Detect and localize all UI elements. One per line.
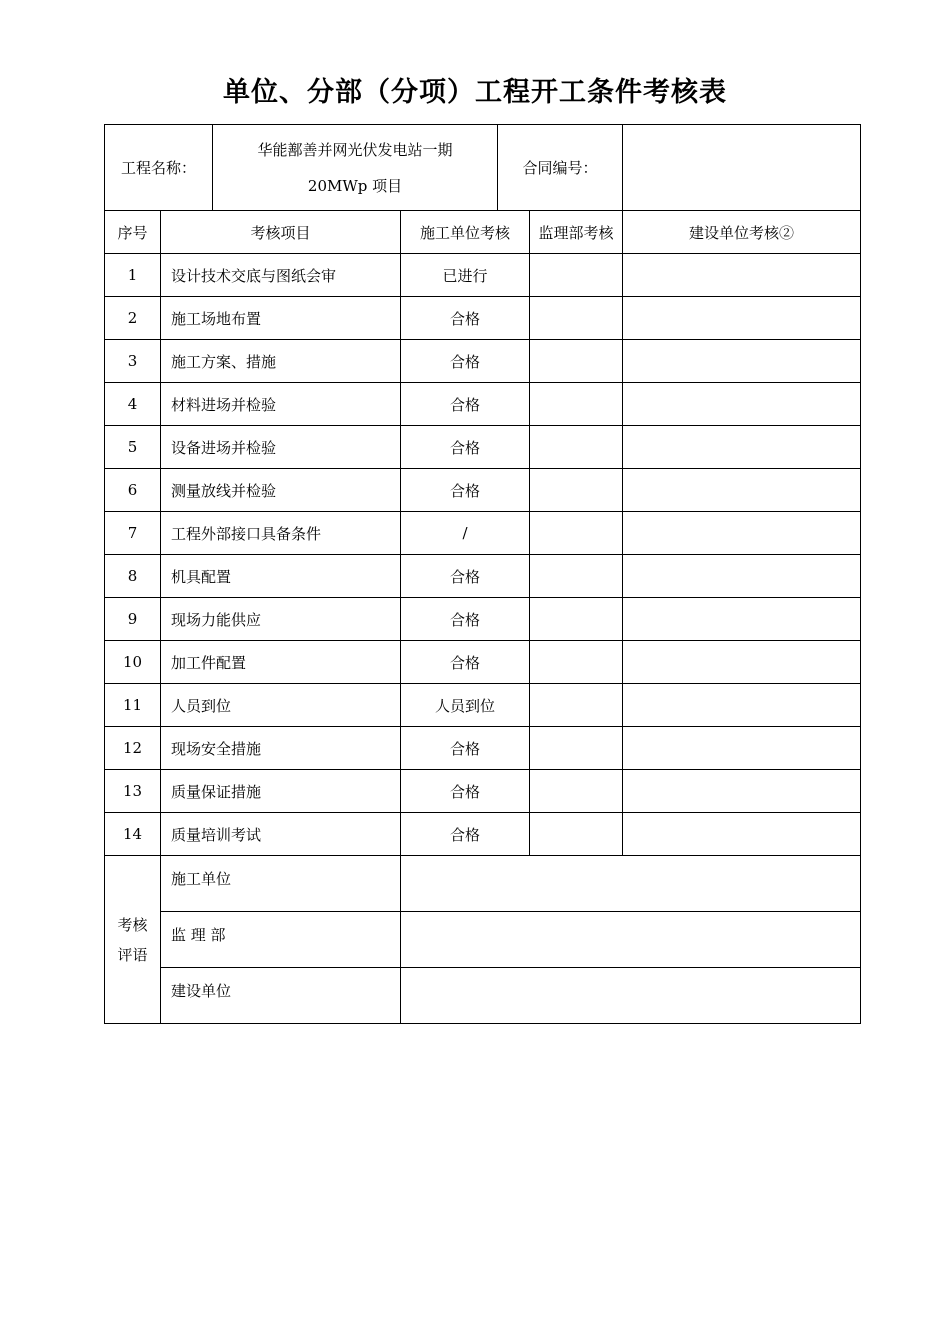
comment-contractor-label: 施工单位 — [161, 856, 401, 912]
row-owner-result[interactable] — [623, 469, 861, 512]
table-row — [105, 770, 861, 813]
row-contractor-result[interactable]: 合格 — [401, 383, 530, 426]
comment-row — [105, 912, 861, 968]
row-number: 1 — [105, 254, 161, 297]
col-header-contractor: 施工单位考核 — [401, 211, 530, 254]
table-row — [105, 254, 861, 297]
row-contractor-result[interactable]: 已进行 — [401, 254, 530, 297]
table-row — [105, 684, 861, 727]
row-number: 13 — [105, 770, 161, 813]
row-owner-result[interactable] — [623, 684, 861, 727]
row-owner-result[interactable] — [623, 598, 861, 641]
row-owner-result[interactable] — [623, 727, 861, 770]
row-contractor-result[interactable]: 合格 — [401, 469, 530, 512]
row-contractor-result[interactable]: 合格 — [401, 426, 530, 469]
table-row — [105, 598, 861, 641]
row-contractor-result[interactable]: / — [401, 512, 530, 555]
contract-no-label: 合同编号： — [498, 125, 623, 211]
row-owner-result[interactable] — [623, 340, 861, 383]
row-number: 10 — [105, 641, 161, 684]
row-owner-result[interactable] — [623, 813, 861, 856]
row-owner-result[interactable] — [623, 426, 861, 469]
row-contractor-result[interactable]: 人员到位 — [401, 684, 530, 727]
column-header-row — [105, 211, 861, 254]
col-header-item: 考核项目 — [161, 211, 401, 254]
table-row — [105, 469, 861, 512]
comment-supervisor-label: 监 理 部 — [161, 912, 401, 968]
row-supervisor-result[interactable] — [530, 469, 623, 512]
header-info-row — [105, 125, 861, 211]
row-supervisor-result[interactable] — [530, 426, 623, 469]
row-supervisor-result[interactable] — [530, 297, 623, 340]
row-number: 5 — [105, 426, 161, 469]
row-contractor-result[interactable]: 合格 — [401, 340, 530, 383]
row-supervisor-result[interactable] — [530, 555, 623, 598]
row-contractor-result[interactable]: 合格 — [401, 297, 530, 340]
row-item: 工程外部接口具备条件 — [161, 512, 401, 555]
row-supervisor-result[interactable] — [530, 770, 623, 813]
table-row — [105, 512, 861, 555]
row-item: 加工件配置 — [161, 641, 401, 684]
table-row — [105, 641, 861, 684]
row-supervisor-result[interactable] — [530, 684, 623, 727]
row-contractor-result[interactable]: 合格 — [401, 641, 530, 684]
project-name-line2: 20MWp 项目 — [307, 176, 403, 195]
row-owner-result[interactable] — [623, 641, 861, 684]
contract-no-value[interactable] — [623, 125, 861, 211]
table-row — [105, 813, 861, 856]
row-contractor-result[interactable]: 合格 — [401, 555, 530, 598]
row-contractor-result[interactable]: 合格 — [401, 813, 530, 856]
row-contractor-result[interactable]: 合格 — [401, 770, 530, 813]
row-number: 14 — [105, 813, 161, 856]
row-supervisor-result[interactable] — [530, 813, 623, 856]
comment-owner-field[interactable] — [401, 968, 861, 1024]
comment-row — [105, 968, 861, 1024]
row-owner-result[interactable] — [623, 254, 861, 297]
row-contractor-result[interactable]: 合格 — [401, 727, 530, 770]
project-name-value[interactable] — [213, 125, 498, 211]
row-item: 测量放线并检验 — [161, 469, 401, 512]
row-number: 4 — [105, 383, 161, 426]
row-item: 施工场地布置 — [161, 297, 401, 340]
row-item: 材料进场并检验 — [161, 383, 401, 426]
page-title: 单位、分部（分项）工程开工条件考核表 — [223, 77, 727, 108]
comment-row — [105, 856, 861, 912]
row-number: 8 — [105, 555, 161, 598]
table-row — [105, 297, 861, 340]
row-owner-result[interactable] — [623, 297, 861, 340]
project-name-line1: 华能鄯善并网光伏发电站一期 — [257, 140, 453, 159]
table-row — [105, 426, 861, 469]
table-row — [105, 340, 861, 383]
row-number: 6 — [105, 469, 161, 512]
row-owner-result[interactable] — [623, 770, 861, 813]
project-name-label: 工程名称： — [105, 125, 213, 211]
row-item: 设备进场并检验 — [161, 426, 401, 469]
row-number: 11 — [105, 684, 161, 727]
row-number: 2 — [105, 297, 161, 340]
row-number: 12 — [105, 727, 161, 770]
table-row — [105, 555, 861, 598]
col-header-seq: 序号 — [105, 211, 161, 254]
assessment-table — [104, 124, 861, 1024]
col-header-supervisor: 监理部考核 — [530, 211, 623, 254]
row-number: 9 — [105, 598, 161, 641]
row-owner-result[interactable] — [623, 512, 861, 555]
comments-label-line2: 评语 — [117, 945, 148, 964]
comment-owner-label: 建设单位 — [161, 968, 401, 1024]
row-item: 质量培训考试 — [161, 813, 401, 856]
row-item: 现场安全措施 — [161, 727, 401, 770]
comments-label — [105, 856, 161, 1024]
row-supervisor-result[interactable] — [530, 727, 623, 770]
row-item: 设计技术交底与图纸会审 — [161, 254, 401, 297]
row-item: 人员到位 — [161, 684, 401, 727]
row-supervisor-result[interactable] — [530, 383, 623, 426]
row-supervisor-result[interactable] — [530, 598, 623, 641]
row-supervisor-result[interactable] — [530, 340, 623, 383]
row-item: 现场力能供应 — [161, 598, 401, 641]
row-item: 施工方案、措施 — [161, 340, 401, 383]
row-item: 质量保证措施 — [161, 770, 401, 813]
row-owner-result[interactable] — [623, 555, 861, 598]
row-item: 机具配置 — [161, 555, 401, 598]
row-number: 7 — [105, 512, 161, 555]
table-row — [105, 727, 861, 770]
comment-contractor-field[interactable] — [401, 856, 861, 912]
comment-supervisor-field[interactable] — [401, 912, 861, 968]
row-owner-result[interactable] — [623, 383, 861, 426]
table-row — [105, 383, 861, 426]
row-supervisor-result[interactable] — [530, 641, 623, 684]
comments-label-line1: 考核 — [117, 915, 148, 934]
row-supervisor-result[interactable] — [530, 254, 623, 297]
row-number: 3 — [105, 340, 161, 383]
row-contractor-result[interactable]: 合格 — [401, 598, 530, 641]
col-header-owner: 建设单位考核② — [623, 211, 861, 254]
row-supervisor-result[interactable] — [530, 512, 623, 555]
